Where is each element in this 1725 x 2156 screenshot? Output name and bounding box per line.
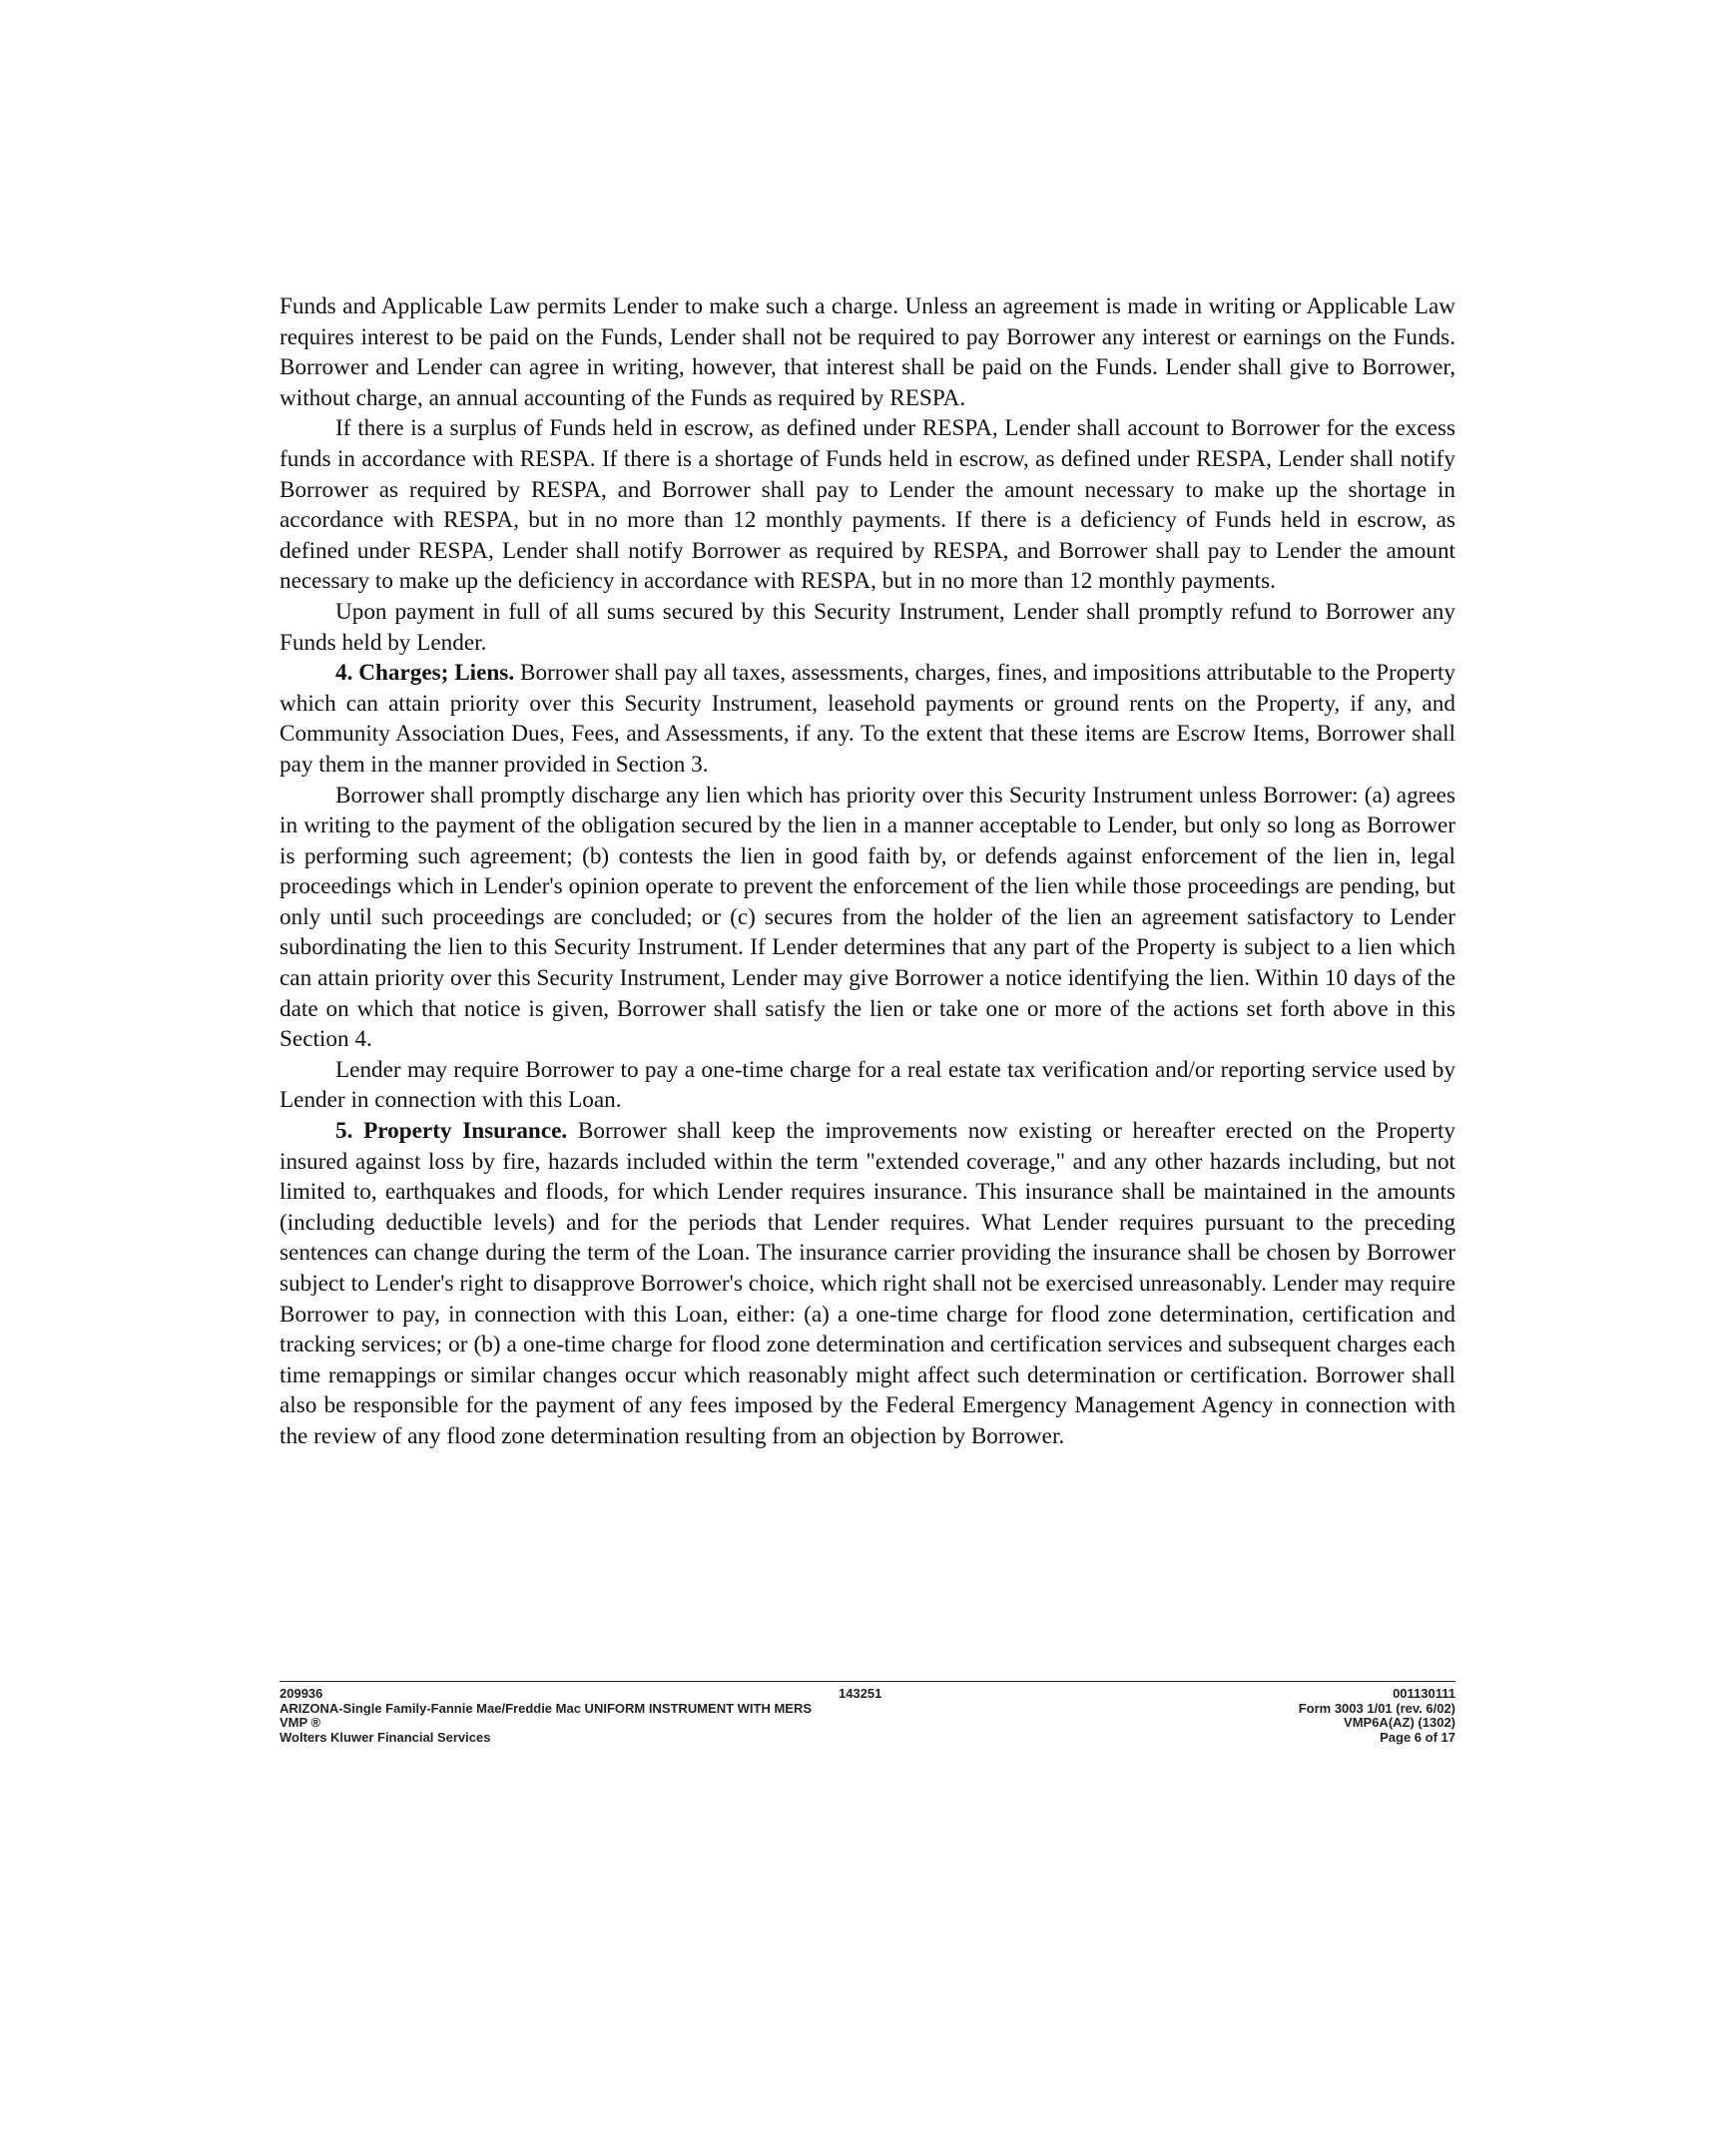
- footer-divider: [280, 1681, 1455, 1682]
- document-body: [280, 291, 1455, 1452]
- paragraph-tax-verification: Lender may require Borrower to pay a one-time charge for a real estate tax verification and/or reporting service used by Lender in connection with this Loan.: [280, 1056, 1455, 1114]
- footer-left-code: 209936: [280, 1686, 323, 1701]
- footer-vmp-code: VMP6A(AZ) (1302): [1344, 1715, 1455, 1730]
- paragraph-escrow-surplus: If there is a surplus of Funds held in escrow, as defined under RESPA, Lender shall account to Borrower for the excess funds in accordance with RESPA. If there is a shortage of Funds held in escrow, as defined under RESPA, Lender shall notify Borrower as required by RESPA, and Borrower shall pay to Lender the amount necessary to make up the shortage in accordance with RESPA, but in no more than 12 monthly payments. If there is a deficiency of Funds held in escrow, as defined under RESPA, Lender shall notify Borrower as required by RESPA, and Borrower shall pay to Lender the amount necessary to make up the deficiency in accordance with RESPA, but in no more than 12 monthly payments.: [280, 415, 1455, 595]
- paragraph-discharge-lien: Borrower shall promptly discharge any lien which has priority over this Security Instrument unless Borrower: (a) agrees in writing to the payment of the obligation secured by the lien in a manner acceptable to Lender, but only so long as Borrower is performing such agreement; (b) contests the lien in good faith by, or defends against enforcement of the lien in, legal proceedings which in Lender's opinion operate to prevent the enforcement of the lien while those proceedings are pending, but only until such proceedings are concluded; or (c) secures from the holder of the lien an agreement satisfactory to Lender subordinating the lien to this Security Instrument. If Lender determines that any part of the Property is subject to a lien which can attain priority over this Security Instrument, Lender may give Borrower a notice identifying the lien. Within 10 days of the date on which that notice is given, Borrower shall satisfy the lien or take one or more of the actions set forth above in this Section 4.: [280, 782, 1455, 1053]
- footer-center-code: 143251: [839, 1686, 882, 1701]
- section-5-property-insurance: [280, 1116, 1455, 1452]
- footer-form-title: ARIZONA-Single Family-Fannie Mae/Freddie Mac UNIFORM INSTRUMENT WITH MERS: [280, 1700, 813, 1716]
- footer-publisher: Wolters Kluwer Financial Services: [280, 1729, 491, 1745]
- paragraph-funds-interest: Funds and Applicable Law permits Lender to make such a charge. Unless an agreement is made in writing or Applicable Law requires interest to be paid on the Funds, Lender shall not be required to pay Borrower any interest or earnings on the Funds. Borrower and Lender can agree in writing, however, that interest shall be paid on the Funds. Lender shall give to Borrower, without charge, an annual accounting of the Funds as required by RESPA.: [280, 293, 1455, 411]
- section-4-heading: 4. Charges; Liens.: [335, 660, 515, 687]
- footer-form-number: Form 3003 1/01 (rev. 6/02): [1298, 1700, 1455, 1716]
- paragraph-refund: Upon payment in full of all sums secured by this Security Instrument, Lender shall promptly refund to Borrower any Funds held by Lender.: [280, 598, 1455, 656]
- section-4-text: Borrower shall pay all taxes, assessments, charges, fines, and impositions attributable to the Property which can attain priority over this Security Instrument, leasehold payments or ground rents on the Property, if any, and Community Association Dues, Fees, and Assessments, if any. To the extent that these items are Escrow Items, Borrower shall pay them in the manner provided in Section 3.: [280, 660, 1455, 778]
- section-5-text: Borrower shall keep the improvements now existing or hereafter erected on the Property insured against loss by fire, hazards included within the term "extended coverage," and any other hazards including, but not limited to, earthquakes and floods, for which Lender requires insurance. This insurance shall be maintained in the amounts (including deductible levels) and for the periods that Lender requires. What Lender requires pursuant to the preceding sentences can change during the term of the Loan. The insurance carrier providing the insurance shall be chosen by Borrower subject to Lender's right to disapprove Borrower's choice, which right shall not be exercised unreasonably. Lender may require Borrower to pay, in connection with this Loan, either: (a) a one-time charge for flood zone determination, certification and tracking services; or (b) a one-time charge for flood zone determination and certification services and subsequent charges each time remappings or similar changes occur which reasonably might affect such determination or certification. Borrower shall also be responsible for the payment of any fees imposed by the Federal Emergency Management Agency in connection with the review of any flood zone determination resulting from an objection by Borrower.: [280, 1118, 1455, 1449]
- footer-right-code: 001130111: [1393, 1686, 1455, 1701]
- footer-right-block: [1299, 1687, 1455, 1745]
- section-5-heading: 5. Property Insurance.: [335, 1118, 568, 1145]
- footer-vmp: VMP ®: [280, 1715, 321, 1730]
- footer-page-number: Page 6 of 17: [1380, 1729, 1455, 1745]
- section-4-charges-liens: [280, 658, 1455, 780]
